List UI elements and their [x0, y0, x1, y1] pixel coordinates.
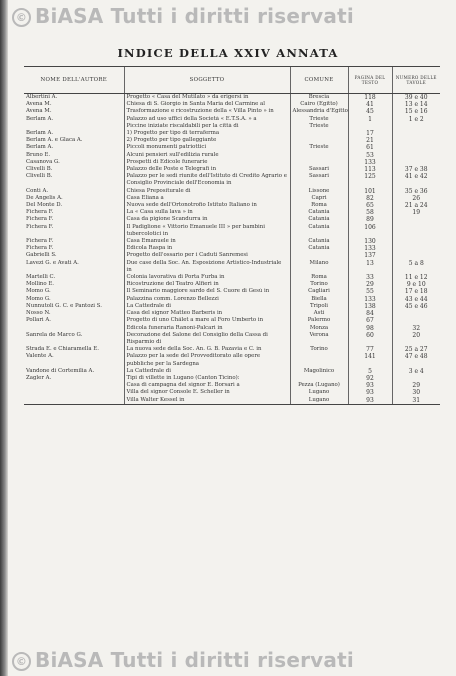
- comune-cell: Catania: [290, 238, 348, 245]
- plates-cell: 3 e 4: [392, 368, 440, 375]
- subject-cell: Casa Emanuele in: [124, 238, 290, 245]
- subject-cell: Il Padiglione « Vittorio Emanuele III » per bambini tubercolotici in: [124, 224, 290, 238]
- author-cell: Avena M.: [26, 108, 52, 115]
- author-cell: Zagler A.: [26, 374, 52, 381]
- comune-cell: Roma: [290, 202, 348, 209]
- column-header-author: NOME DELL'AUTORE: [24, 67, 124, 94]
- subject-cell: Casa da pigione Scandurra in: [124, 216, 290, 223]
- plates-cell: [392, 130, 440, 137]
- comune-cell: Capri: [290, 195, 348, 202]
- table-row: [24, 130, 440, 137]
- comune-cell: Catania: [290, 216, 348, 223]
- watermark-bottom: [12, 648, 354, 672]
- page-cell: 5: [348, 368, 392, 375]
- plates-cell: 39 e 40: [392, 94, 440, 102]
- table-row: [24, 288, 440, 295]
- table-row: [24, 137, 440, 144]
- author-cell: Pollari A.: [26, 317, 51, 324]
- table-row: [24, 123, 440, 130]
- comune-cell: Sassari: [290, 173, 348, 187]
- author-cell: Momo G.: [26, 288, 51, 295]
- plates-cell: [392, 152, 440, 159]
- plates-cell: [392, 317, 440, 324]
- author-cell: Gabrielli S.: [26, 252, 57, 259]
- column-header-plates: NUMERO DELLE TAVOLE: [392, 67, 440, 94]
- page-cell: 58: [348, 209, 392, 216]
- page-cell: 33: [348, 274, 392, 281]
- plates-cell: 30: [392, 389, 440, 396]
- table-row: [24, 209, 440, 216]
- table-row: [24, 274, 440, 281]
- table-row: [24, 188, 440, 195]
- table-row: [24, 216, 440, 223]
- page-cell: 133: [348, 296, 392, 303]
- page-cell: 98: [348, 325, 392, 332]
- page-cell: 133: [348, 159, 392, 166]
- watermark-top: [12, 4, 354, 28]
- comune-cell: Lugano: [290, 397, 348, 405]
- plates-cell: 20: [392, 332, 440, 346]
- page-cell: 65: [348, 202, 392, 209]
- author-cell: Fichera F.: [26, 216, 54, 223]
- comune-cell: Sassari: [290, 166, 348, 173]
- subject-cell: Tipi di villette in Lugano (Canton Ticino):: [124, 375, 290, 382]
- comune-cell: Milano: [290, 260, 348, 274]
- column-header-subject: SOGGETTO: [124, 67, 290, 94]
- comune-cell: [290, 353, 348, 367]
- plates-cell: 21 a 24: [392, 202, 440, 209]
- table-row: [24, 368, 440, 375]
- binding-edge: [0, 0, 8, 676]
- copyright-icon: ©: [12, 8, 31, 27]
- subject-cell: Casa del signor Matteo Barberis in: [124, 310, 290, 317]
- table-row: [24, 332, 440, 346]
- plates-cell: 45 e 46: [392, 303, 440, 310]
- table-row: [24, 397, 440, 405]
- table-row: [24, 317, 440, 324]
- table-row: [24, 389, 440, 396]
- subject-cell: Casa di campagna del signor E. Borsari a: [124, 382, 290, 389]
- table-row: [24, 375, 440, 382]
- comune-cell: Catania: [290, 245, 348, 252]
- table-header-row: [24, 67, 440, 94]
- plates-cell: [392, 144, 440, 151]
- author-cell: Albertini A.: [26, 94, 58, 100]
- author-cell: Casanova G.: [26, 158, 60, 165]
- table-row: [24, 382, 440, 389]
- comune-cell: [290, 152, 348, 159]
- subject-cell: La nuova sede della Soc. An. G. B. Pazavia e C. in: [124, 346, 290, 353]
- page-cell: 130: [348, 238, 392, 245]
- subject-cell: Progetto « Casa del Mutilato » da erigersi in: [124, 94, 290, 102]
- table-row: [24, 346, 440, 353]
- page-cell: 106: [348, 224, 392, 238]
- author-cell: [24, 325, 124, 332]
- plates-cell: 9 e 10: [392, 281, 440, 288]
- subject-cell: Colonia lavorativa di Porta Furba in: [124, 274, 290, 281]
- table-row: [24, 353, 440, 367]
- author-cell: Martelli C.: [26, 274, 56, 281]
- page-cell: 67: [348, 317, 392, 324]
- author-cell: Berlam A.: [26, 130, 54, 137]
- author-cell: Fichera F.: [26, 209, 54, 216]
- table-row: [24, 202, 440, 209]
- author-cell: Clivelli B.: [26, 166, 53, 173]
- table-row: [24, 195, 440, 202]
- plates-cell: [392, 238, 440, 245]
- author-cell: Strada E. e Chiaramella E.: [26, 346, 99, 353]
- page-cell: 137: [348, 252, 392, 259]
- comune-cell: Cagliari: [290, 288, 348, 295]
- page-cell: 101: [348, 188, 392, 195]
- page-cell: 45: [348, 108, 392, 115]
- plates-cell: 17 e 18: [392, 288, 440, 295]
- author-cell: Fichera F.: [26, 245, 54, 252]
- author-cell: Berlam A. e Glaca A.: [26, 137, 83, 144]
- comune-cell: Palermo: [290, 317, 348, 324]
- plates-cell: 32: [392, 325, 440, 332]
- subject-cell: Palazzo delle Poste e Telegrafi in: [124, 166, 290, 173]
- plates-cell: [392, 310, 440, 317]
- plates-cell: [392, 224, 440, 238]
- comune-cell: Trieste: [290, 116, 348, 123]
- subject-cell: Edicola Raspa in: [124, 245, 290, 252]
- subject-cell: Palazzina comm. Lorenzo Bellezzi: [124, 296, 290, 303]
- subject-cell: Palazzo per le sedi riunite dell'Istituto di Credito Agrario e Consiglio Provinciale dell'Economia in: [124, 173, 290, 187]
- author-cell: Berlam A.: [26, 144, 54, 151]
- comune-cell: Cairo (Egitto): [290, 101, 348, 108]
- page-cell: 60: [348, 332, 392, 346]
- author-cell: Bruno E.: [26, 151, 51, 158]
- author-cell: Fichera F.: [26, 238, 54, 245]
- subject-cell: La Cattedrale di: [124, 303, 290, 310]
- comune-cell: Lugano: [290, 389, 348, 396]
- subject-cell: 1) Progetto per tipo di terraferma: [124, 130, 290, 137]
- page-cell: 1: [348, 116, 392, 123]
- author-cell: Momo G.: [26, 295, 51, 302]
- plates-cell: [392, 159, 440, 166]
- plates-cell: 47 e 48: [392, 353, 440, 367]
- table-row: [24, 325, 440, 332]
- page-cell: 118: [348, 94, 392, 102]
- table-row: [24, 94, 440, 102]
- author-cell: Valente A.: [26, 353, 54, 360]
- comune-cell: Verona: [290, 332, 348, 346]
- subject-cell: Progetto di uno Châlet a mare al Foro Umberto in: [124, 317, 290, 324]
- author-cell: [24, 389, 124, 396]
- plates-cell: 13 e 14: [392, 101, 440, 108]
- page-cell: 82: [348, 195, 392, 202]
- copyright-icon: ©: [12, 652, 31, 671]
- author-cell: Nosso N.: [26, 310, 51, 317]
- page-cell: 93: [348, 382, 392, 389]
- author-cell: Lavezi G. e Avati A.: [26, 259, 79, 266]
- comune-cell: Pezza (Lugano): [290, 382, 348, 389]
- comune-cell: Brescia: [290, 94, 348, 102]
- page-cell: 61: [348, 144, 392, 151]
- subject-cell: Due case della Soc. An. Esposizione Artistico-Industriale in: [124, 260, 290, 274]
- page-cell: 17: [348, 130, 392, 137]
- subject-cell: Villa Walter Kessel in: [124, 397, 290, 405]
- author-cell: Mollino E.: [26, 281, 55, 288]
- watermark-text: BiASA Tutti i diritti riservati: [35, 4, 354, 28]
- page-cell: 41: [348, 101, 392, 108]
- author-cell: Conti A.: [26, 187, 49, 194]
- author-cell: [24, 382, 124, 389]
- table-row: [24, 252, 440, 259]
- subject-cell: Ricostruzione del Teatro Alfieri in: [124, 281, 290, 288]
- page-cell: [348, 123, 392, 130]
- page-cell: 138: [348, 303, 392, 310]
- subject-cell: Palazzo per la sede del Provveditorato alle opere pubbliche per la Sardegna: [124, 353, 290, 367]
- table-row: [24, 238, 440, 245]
- subject-cell: Villa del signor Console E. Scheller in: [124, 389, 290, 396]
- column-header-comune: COMUNE: [290, 67, 348, 94]
- author-cell: [24, 397, 124, 405]
- page-cell: 93: [348, 397, 392, 405]
- comune-cell: Magolinico: [290, 368, 348, 375]
- author-cell: Vandone di Cortemilia A.: [26, 367, 95, 374]
- plates-cell: 37 e 38: [392, 166, 440, 173]
- watermark-text: BiASA Tutti i diritti riservati: [35, 648, 354, 672]
- comune-cell: Torino: [290, 281, 348, 288]
- plates-cell: [392, 123, 440, 130]
- page-cell: 89: [348, 216, 392, 223]
- table-row: [24, 224, 440, 238]
- plates-cell: [392, 375, 440, 382]
- plates-cell: 29: [392, 382, 440, 389]
- plates-cell: 11 e 12: [392, 274, 440, 281]
- subject-cell: La Cattedrale di: [124, 368, 290, 375]
- page-cell: 84: [348, 310, 392, 317]
- plates-cell: 19: [392, 209, 440, 216]
- plates-cell: 43 e 44: [392, 296, 440, 303]
- author-cell: Avena M.: [26, 101, 52, 108]
- subject-cell: Prospetti di Edicole funerarie: [124, 159, 290, 166]
- table-row: [24, 108, 440, 115]
- plates-cell: 31: [392, 397, 440, 405]
- page-cell: 125: [348, 173, 392, 187]
- plates-cell: 35 e 36: [392, 188, 440, 195]
- page-cell: 21: [348, 137, 392, 144]
- author-cell: De Angelis A.: [26, 194, 63, 201]
- table-row: [24, 159, 440, 166]
- page-cell: 141: [348, 353, 392, 367]
- subject-cell: La « Casa sulla lava » in: [124, 209, 290, 216]
- table-body: [24, 94, 440, 405]
- plates-cell: 25 a 27: [392, 346, 440, 353]
- table-row: [24, 144, 440, 151]
- subject-cell: Piccoli monumenti patriottici: [124, 144, 290, 151]
- table-row: [24, 152, 440, 159]
- comune-cell: Catania: [290, 209, 348, 216]
- comune-cell: [290, 375, 348, 382]
- subject-cell: Chiesa di S. Giorgio in Santa Maria del Carmine al: [124, 101, 290, 108]
- plates-cell: 1 e 2: [392, 116, 440, 123]
- subject-cell: Piccine iniziate riscaldabili per la città di: [124, 123, 290, 130]
- page-cell: 133: [348, 245, 392, 252]
- table-row: [24, 101, 440, 108]
- comune-cell: [290, 137, 348, 144]
- plates-cell: 26: [392, 195, 440, 202]
- table-row: [24, 245, 440, 252]
- comune-cell: Catania: [290, 224, 348, 238]
- subject-cell: Palazzo ad uso uffici della Società « E.T.S.A. » a: [124, 116, 290, 123]
- page-cell: 29: [348, 281, 392, 288]
- author-cell: Sanrela de Marco G.: [26, 331, 83, 338]
- plates-cell: [392, 245, 440, 252]
- comune-cell: [290, 252, 348, 259]
- comune-cell: Roma: [290, 274, 348, 281]
- table-row: [24, 303, 440, 310]
- comune-cell: Monza: [290, 325, 348, 332]
- author-cell: [24, 123, 124, 130]
- plates-cell: 5 a 8: [392, 260, 440, 274]
- page-cell: 77: [348, 346, 392, 353]
- comune-cell: [290, 159, 348, 166]
- comune-cell: Asti: [290, 310, 348, 317]
- plates-cell: [392, 252, 440, 259]
- comune-cell: Biella: [290, 296, 348, 303]
- subject-cell: Il Seminario maggiore sardo del S. Cuore di Gesù in: [124, 288, 290, 295]
- comune-cell: Alessandria d'Egitto: [290, 108, 348, 115]
- author-cell: Fichera F.: [26, 223, 54, 230]
- table-row: [24, 260, 440, 274]
- page-cell: 93: [348, 389, 392, 396]
- subject-cell: Chiesa Prepositurale di: [124, 188, 290, 195]
- page-cell: 53: [348, 152, 392, 159]
- author-cell: Nunnutoli G. C. e Pantozi S.: [26, 302, 102, 309]
- author-cell: Berlam A.: [26, 115, 54, 122]
- table-row: [24, 166, 440, 173]
- comune-cell: Trieste: [290, 144, 348, 151]
- subject-cell: Edicola funeraria Ranoni-Palcari in: [124, 325, 290, 332]
- comune-cell: [290, 130, 348, 137]
- subject-cell: Nuova sede dell'Ortonotrofio Istituto Italiano in: [124, 202, 290, 209]
- author-cell: Del Monte D.: [26, 202, 63, 209]
- plates-cell: 41 e 42: [392, 173, 440, 187]
- column-header-page: PAGINA DEL TESTO: [348, 67, 392, 94]
- plates-cell: [392, 216, 440, 223]
- table-row: [24, 116, 440, 123]
- subject-cell: Progetto dell'ossario per i Caduti Sanremesi: [124, 252, 290, 259]
- page-cell: 113: [348, 166, 392, 173]
- comune-cell: Torino: [290, 346, 348, 353]
- plates-cell: 15 e 16: [392, 108, 440, 115]
- comune-cell: Tripoli: [290, 303, 348, 310]
- comune-cell: Trieste: [290, 123, 348, 130]
- comune-cell: Lissone: [290, 188, 348, 195]
- index-table: [24, 66, 440, 405]
- page-cell: 92: [348, 375, 392, 382]
- subject-cell: 2) Progetto per tipo galleggiante: [124, 137, 290, 144]
- subject-cell: Trasformazione e ricostruzione della « Villa Pinto » in: [124, 108, 290, 115]
- author-cell: Clivelli B.: [26, 173, 53, 180]
- table-row: [24, 296, 440, 303]
- table-row: [24, 310, 440, 317]
- subject-cell: Decorazione del Salone del Consiglio della Cassa di Risparmio di: [124, 332, 290, 346]
- subject-cell: Alcuni pensieri sull'edilizia rurale: [124, 152, 290, 159]
- subject-cell: Casa Eliana a: [124, 195, 290, 202]
- plates-cell: [392, 137, 440, 144]
- page-title: INDICE DELLA XXIV ANNATA: [117, 46, 339, 60]
- page-cell: 13: [348, 260, 392, 274]
- table-row: [24, 281, 440, 288]
- page-cell: 55: [348, 288, 392, 295]
- table-row: [24, 173, 440, 187]
